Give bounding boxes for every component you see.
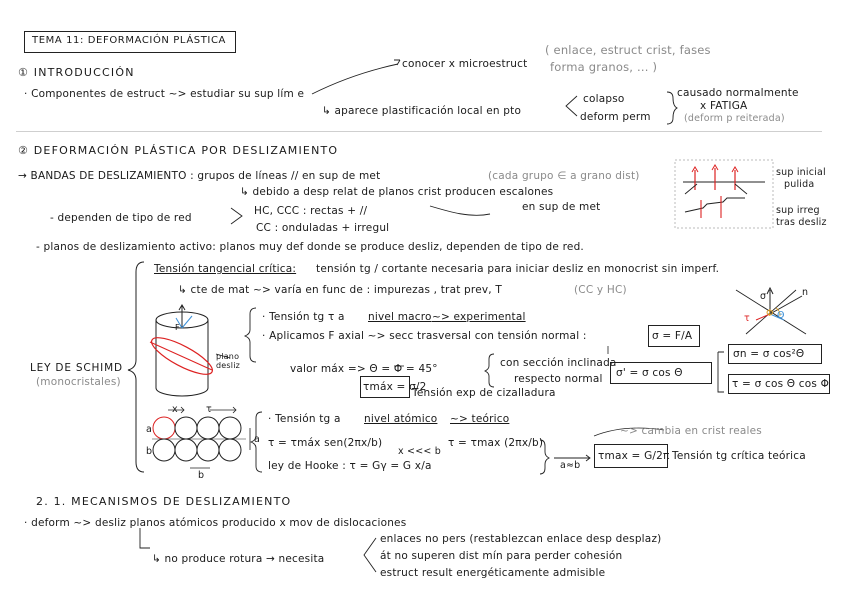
vec-phi: Φ	[766, 308, 774, 319]
cambia: ~> cambia en crist reales	[620, 425, 762, 437]
hc-line: HC, CCC : rectas + //	[254, 205, 368, 217]
respecto-normal: respecto normal	[514, 373, 603, 385]
vec-theta: Θ	[777, 310, 785, 321]
tension-exp: Tensión exp de cizalladura	[412, 387, 556, 399]
mec-heading: 2. 1. MECANISMOS DE DESLIZAMIENTO	[36, 495, 292, 508]
debido-line: ↳ debido a desp relat de planos crist producen escalones	[240, 186, 554, 198]
tg-atom: · Tensión tg a	[268, 413, 341, 425]
sup-irreg: sup irreg	[776, 205, 820, 216]
tau-sin: τ = τmáx sen(2πx/b)	[268, 437, 383, 449]
intro-colapso: colapso	[583, 93, 625, 105]
cte-mat: ↳ cte de mat ~> varía en func de : impurezas , trat prev, T	[178, 284, 502, 296]
cc-line: CC : onduladas + irregul	[256, 222, 390, 234]
tension-tg-def: tensión tg / cortante necesaria para iniciar desliz en monocrist sin imperf.	[316, 263, 720, 275]
lbl-F-cyl: F	[175, 323, 180, 332]
depende-line: - dependen de tipo de red	[50, 212, 192, 224]
intro-causado: causado normalmente	[677, 87, 799, 99]
aplicamos: · Aplicamos F axial ~> secc trasversal con tensión normal :	[262, 330, 587, 342]
atom-b: b	[146, 446, 153, 457]
intro-deform-perm: deform perm	[580, 111, 651, 123]
nivel-atom: nivel atómico	[364, 413, 438, 425]
bandas-gray: (cada grupo ∈ a grano dist)	[488, 170, 640, 182]
atom-a: a	[146, 424, 153, 435]
nivel-macro: nivel macro	[368, 311, 432, 323]
schmid-sub: (monocristales)	[36, 376, 121, 388]
tau-g: τmax = G/2π	[598, 450, 670, 462]
vec-sigma: σ	[760, 291, 767, 302]
mec-line-2: ↳ no produce rotura → necesita	[152, 553, 325, 565]
vec-tau: τ	[744, 313, 750, 324]
intro-forma: forma granos, ... )	[550, 60, 658, 74]
sigma-n: σn = σ cos²Θ	[733, 348, 805, 360]
sigma-fa: σ = F/A	[652, 330, 693, 342]
atom-a-right: a	[254, 434, 261, 445]
en-sup-met: en sup de met	[522, 201, 601, 213]
atom-b-bottom: b	[198, 470, 205, 481]
intro-enlace: ( enlace, estruct crist, fases	[545, 43, 711, 57]
atom-x: x	[172, 404, 178, 415]
teorico: ~> teórico	[450, 413, 510, 425]
schmid-title: LEY DE SCHIMD	[30, 362, 123, 374]
sup-inicial: sup inicial	[776, 167, 826, 178]
valor-max: valor máx => Θ = Φ = 45°	[290, 363, 438, 375]
con-seccion: con sección inclinada	[500, 357, 617, 369]
cte-gray: (CC y HC)	[574, 284, 627, 296]
intro-fatiga: x FATIGA	[700, 100, 748, 112]
intro-microestruct: conocer x microestruct	[402, 58, 528, 70]
tau-lin: τ = τmax (2πx/b)	[448, 437, 544, 449]
tau-eq: τ = σ cos Θ cos Φ	[732, 378, 830, 390]
tras-desliz: tras desliz	[776, 217, 827, 228]
x-lt-b: x <<< b	[398, 446, 441, 457]
vec-n: n	[802, 287, 809, 298]
tension-tg-critica: Tensión tangencial crítica:	[154, 263, 297, 275]
page-title: TEMA 11: DEFORMACIÓN PLÁSTICA	[32, 35, 226, 46]
tau-max: τmáx = σ/2	[363, 381, 427, 393]
mec-e2: át no superen dist mín para perder cohesión	[380, 550, 623, 562]
sec2-heading: ② DEFORMACIÓN PLÁSTICA POR DESLIZAMIENTO	[18, 144, 339, 157]
mec-e1: enlaces no pers (restablezcan enlace desp desplaz)	[380, 533, 662, 545]
bandas-line: → BANDAS DE DESLIZAMIENTO : grupos de líneas // en sup de met	[18, 170, 381, 182]
tg-macro: · Tensión tg τ a	[262, 311, 345, 323]
experimental: ~> experimental	[432, 311, 526, 323]
hooke: ley de Hooke : τ = Gγ = G x/a	[268, 460, 432, 472]
intro-line-2: ↳ aparece plastificación local en pto	[322, 105, 522, 117]
sigma-prime: σ' = σ cos Θ	[616, 367, 683, 379]
intro-heading: ① INTRODUCCIÓN	[18, 66, 135, 79]
atom-tau: τ	[206, 404, 212, 415]
mec-e3: estruct result energéticamente admisible	[380, 567, 606, 579]
pulida: pulida	[784, 179, 815, 190]
intro-deform-reiterada: (deform p reiterada)	[684, 113, 785, 124]
planos-line: - planos de deslizamiento activo: planos muy def donde se produce desliz, dependen de tipo de red.	[36, 241, 584, 253]
a-approx-b: a≈b	[560, 460, 581, 471]
plano-desliz: plano desliz	[216, 352, 241, 370]
intro-line-1: · Componentes de estruct ~> estudiar su sup lím e	[24, 88, 305, 100]
mec-line-1: · deform ~> desliz planos atómicos producido x mov de dislocaciones	[24, 517, 407, 529]
tension-teo: Tensión tg crítica teórica	[672, 450, 806, 462]
